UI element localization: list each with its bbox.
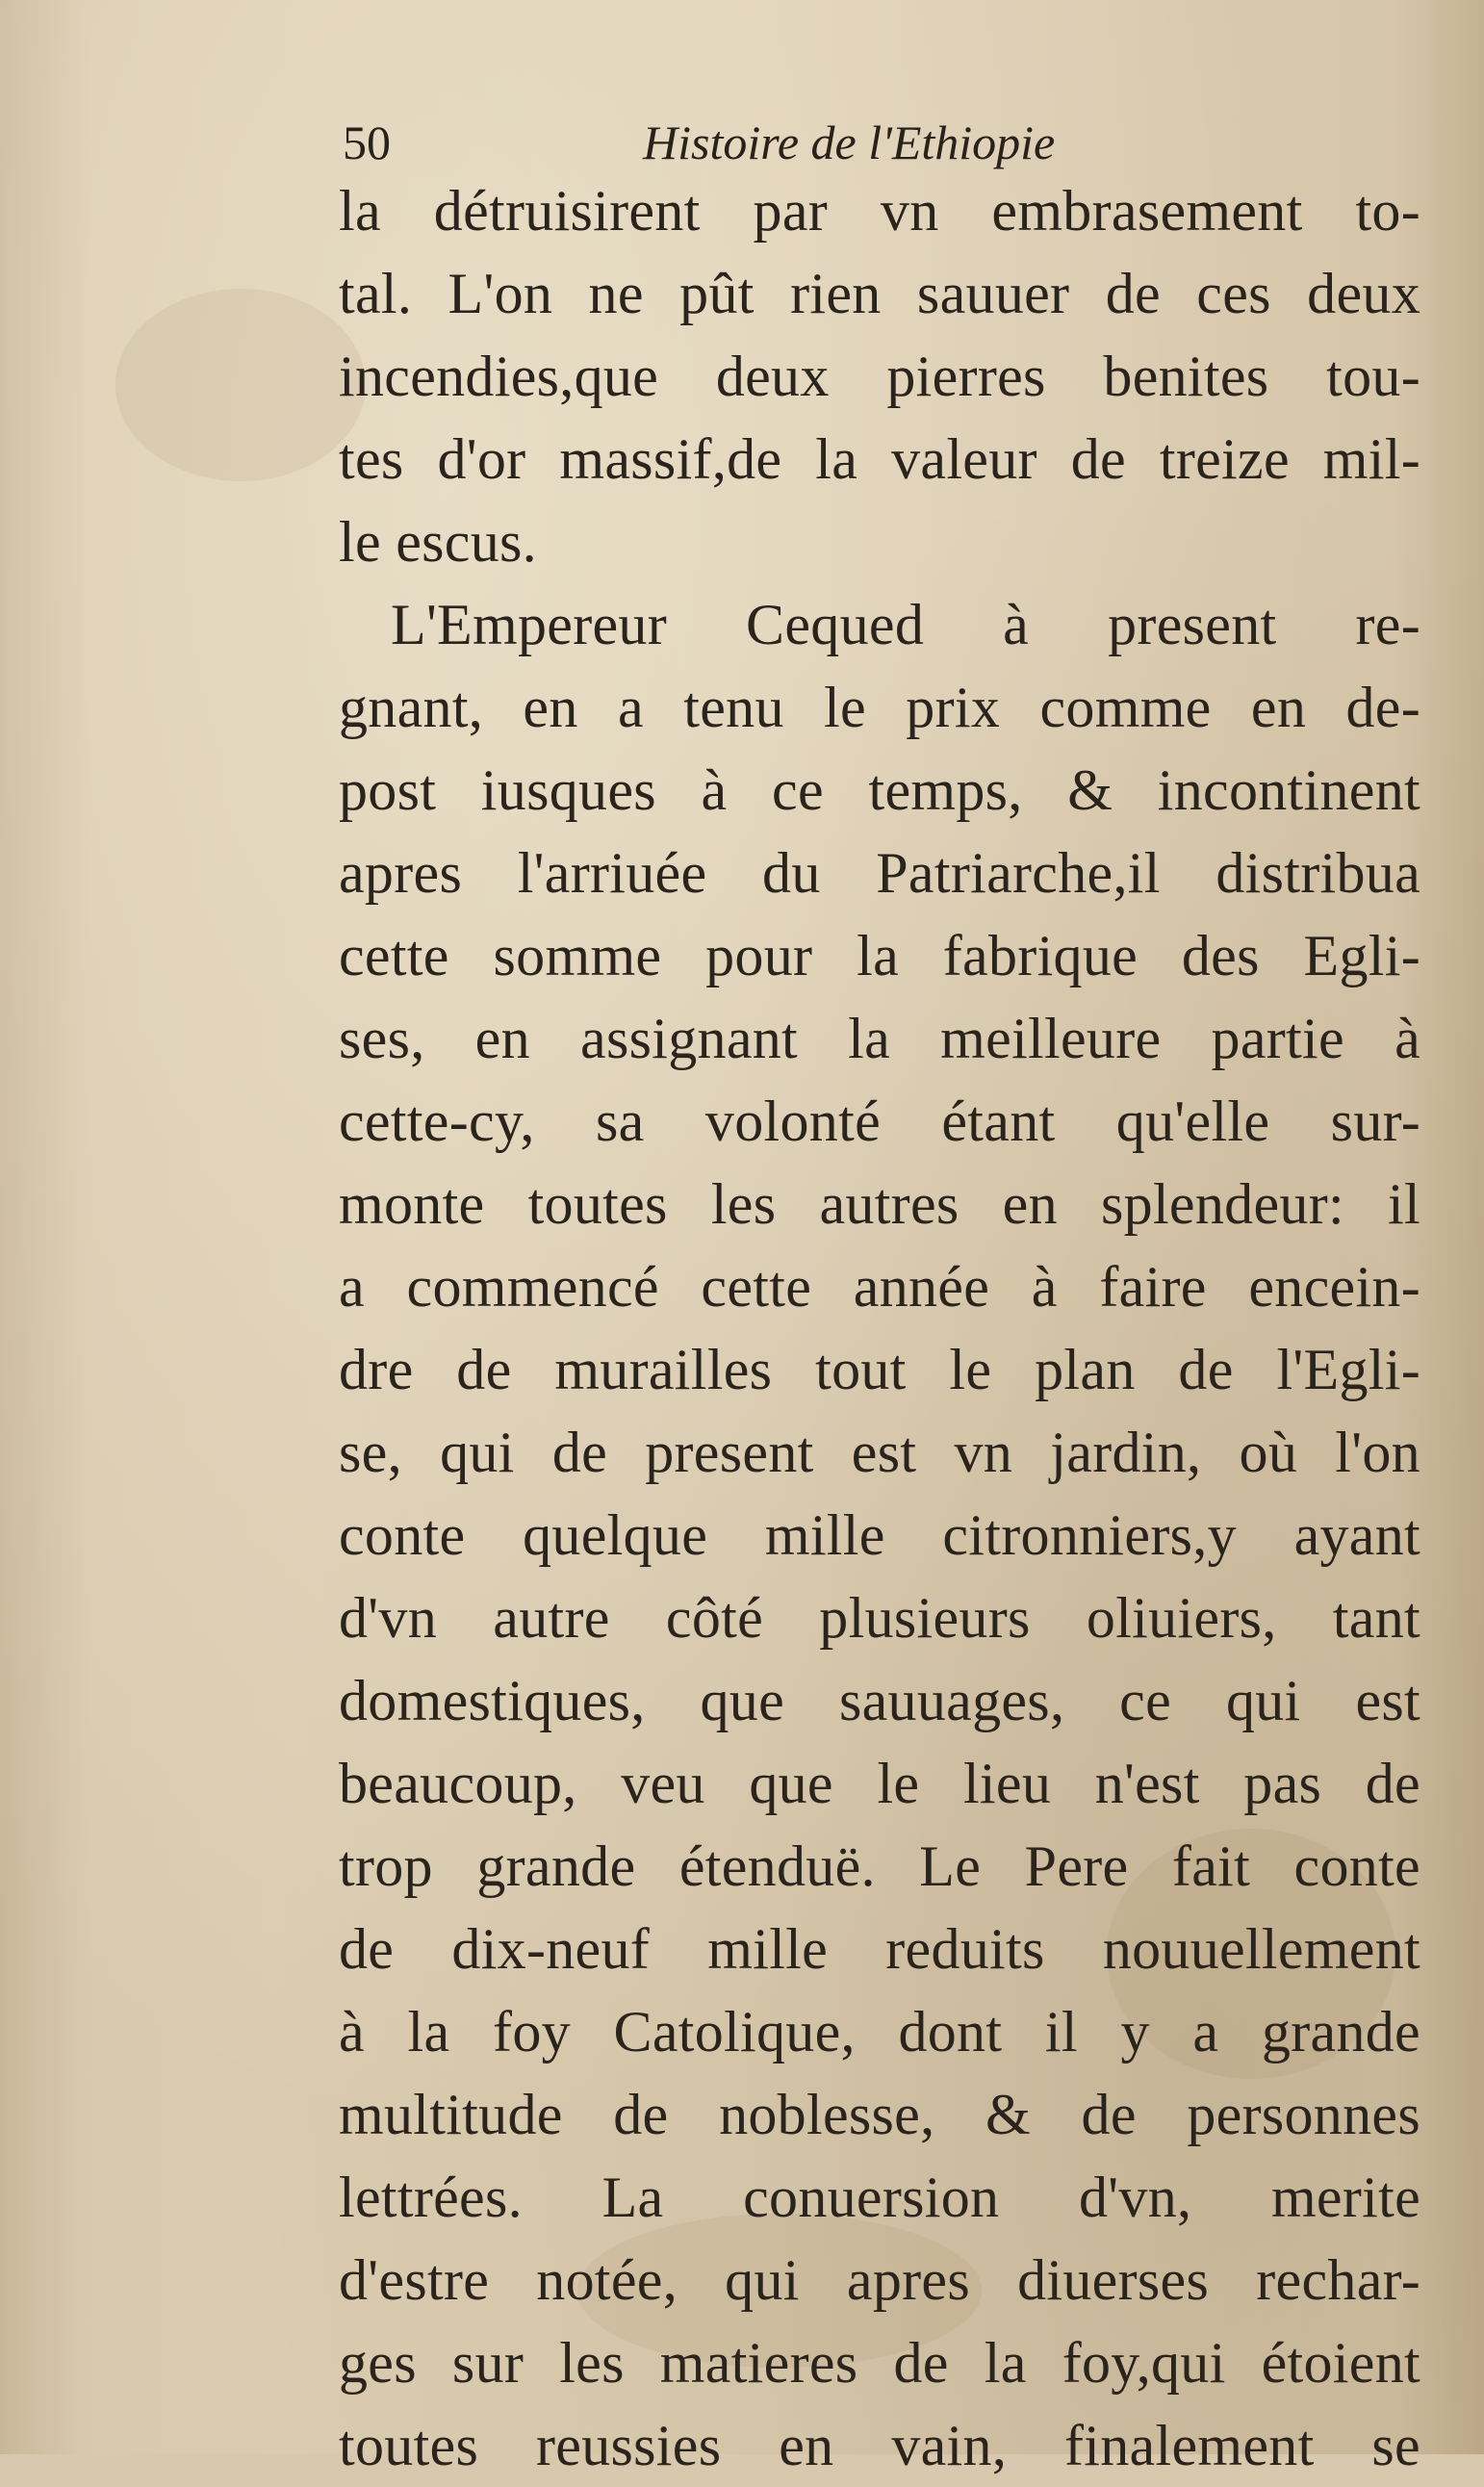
paragraph-start-line: L'Empereur Cequed à present re- <box>391 593 1420 656</box>
paper-stain <box>115 289 366 481</box>
text-line: tes d'or massif,de la valeur de treize mil- <box>339 427 1420 491</box>
text-line: de dix-neuf mille reduits nouuellement <box>339 1917 1420 1981</box>
text-line: post iusques à ce temps, & incontinent <box>339 758 1420 822</box>
text-line: ses, en assignant la meilleure partie à <box>339 1007 1420 1070</box>
text-line: la détruisirent par vn embrasement to- <box>339 179 1420 243</box>
text-line: d'vn autre côté plusieurs oliuiers, tant <box>339 1586 1420 1650</box>
text-line: incendies,que deux pierres benites tou- <box>339 345 1420 408</box>
page-number: 50 <box>343 115 391 169</box>
text-line: multitude de noblesse, & de personnes <box>339 2083 1420 2146</box>
text-line: conte quelque mille citronniers,y ayant <box>339 1503 1420 1567</box>
text-line: tal. L'on ne pût rien sauuer de ces deux <box>339 262 1420 325</box>
text-line: cette-cy, sa volonté étant qu'elle sur- <box>339 1090 1420 1153</box>
text-line: apres l'arriuée du Patriarche,il distribua <box>339 841 1420 905</box>
text-line: le escus. <box>339 510 537 574</box>
running-title: Histoire de l'Ethiopie <box>643 115 1056 169</box>
body-text <box>339 169 1420 2487</box>
text-line: ges sur les matieres de la foy,qui étoient <box>339 2331 1420 2395</box>
text-line: à la foy Catolique, dont il y a grande <box>339 2000 1420 2064</box>
text-line: a commencé cette année à faire encein- <box>339 1255 1420 1319</box>
text-line: d'estre notée, qui apres diuerses rechar- <box>339 2248 1420 2312</box>
text-line: monte toutes les autres en splendeur: il <box>339 1172 1420 1236</box>
page-header <box>343 106 1305 173</box>
text-line: lettrées. La conuersion d'vn, merite <box>339 2166 1420 2229</box>
text-line: domestiques, que sauuages, ce qui est <box>339 1669 1420 1732</box>
text-line: beaucoup, veu que le lieu n'est pas de <box>339 1752 1420 1815</box>
text-line: dre de murailles tout le plan de l'Egli- <box>339 1338 1420 1401</box>
text-line: toutes reussies en vain, finalement se <box>339 2414 1420 2477</box>
text-line: gnant, en a tenu le prix comme en de- <box>339 676 1420 739</box>
text-line: trop grande étenduë. Le Pere fait conte <box>339 1834 1420 1898</box>
text-line: cette somme pour la fabrique des Egli- <box>339 924 1420 987</box>
text-line: se, qui de present est vn jardin, où l'on <box>339 1421 1420 1484</box>
